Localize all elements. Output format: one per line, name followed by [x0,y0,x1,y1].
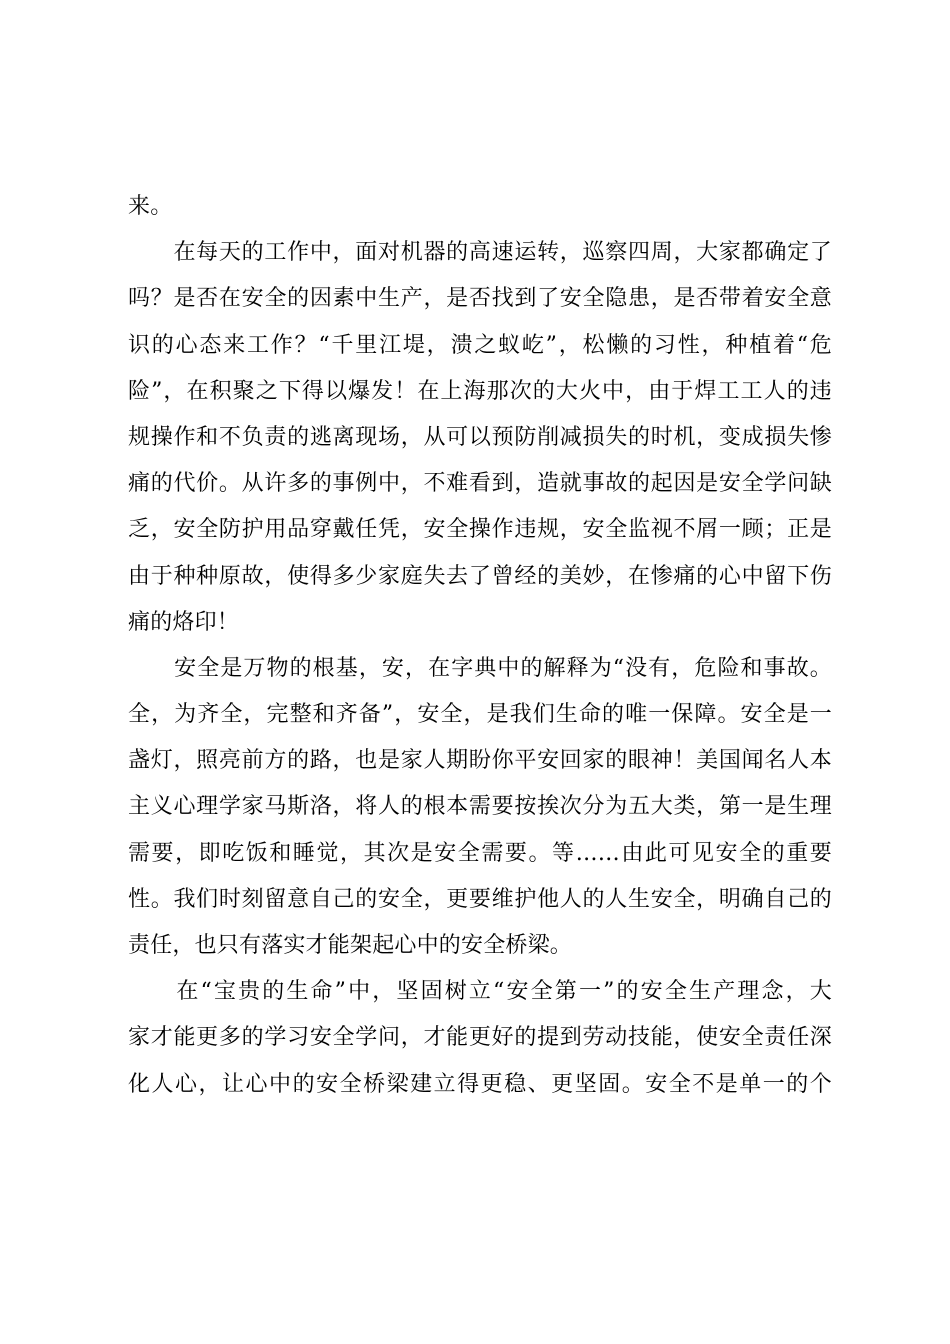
text-line: 家才能更多的学习安全学问，才能更好的提到劳动技能，使安全责任深 [128,1025,832,1051]
text-line: 险”，在积聚之下得以爆发！在上海那次的大火中，由于焊工工人的违 [128,378,832,404]
text-line: 识的心态来工作？“千里江堤，溃之蚁屹”，松懒的习性，种植着“危 [128,332,832,358]
text-line: 痛的代价。从许多的事例中，不难看到，造就事故的起因是安全学问缺 [128,471,832,497]
text-line: 盏灯，照亮前方的路，也是家人期盼你平安回家的眼神！美国闻名人本 [128,748,832,774]
body-text [128,184,832,1108]
text-line: 需要，即吃饭和睡觉，其次是安全需要。等……由此可见安全的重要 [128,840,832,866]
text-line: 规操作和不负责的逃离现场，从可以预防削减损失的时机，变成损失惨 [128,424,832,450]
text-line: 由于种种原故，使得多少家庭失去了曾经的美妙，在惨痛的心中留下伤 [128,563,832,589]
text-line: 性。我们时刻留意自己的安全，更要维护他人的人生安全，明确自己的 [128,886,832,912]
text-line: 化人心，让心中的安全桥梁建立得更稳、更坚固。安全不是单一的个 [128,1071,832,1097]
text-line: 痛的烙印！ [128,609,240,635]
text-line: 责任，也只有落实才能架起心中的安全桥梁。 [128,933,573,958]
text-line: 在每天的工作中，面对机器的高速运转，巡察四周，大家都确定了 [128,240,832,266]
text-line: 吗？是否在安全的因素中生产，是否找到了安全隐患，是否带着安全意 [128,286,832,312]
text-line: 全，为齐全，完整和齐备”，安全，是我们生命的唯一保障。安全是一 [128,702,832,728]
text-line: 乏，安全防护用品穿戴任凭，安全操作违规，安全监视不屑一顾；正是 [128,517,832,543]
text-line: 来。 [128,194,173,219]
text-line: 主义心理学家马斯洛，将人的根本需要按挨次分为五大类，第一是生理 [128,794,832,820]
text-line: 安全是万物的根基，安，在字典中的解释为“没有，危险和事故。 [128,655,832,681]
text-line: 在“宝贵的生命”中，坚固树立“安全第一”的安全生产理念，大 [128,979,832,1005]
